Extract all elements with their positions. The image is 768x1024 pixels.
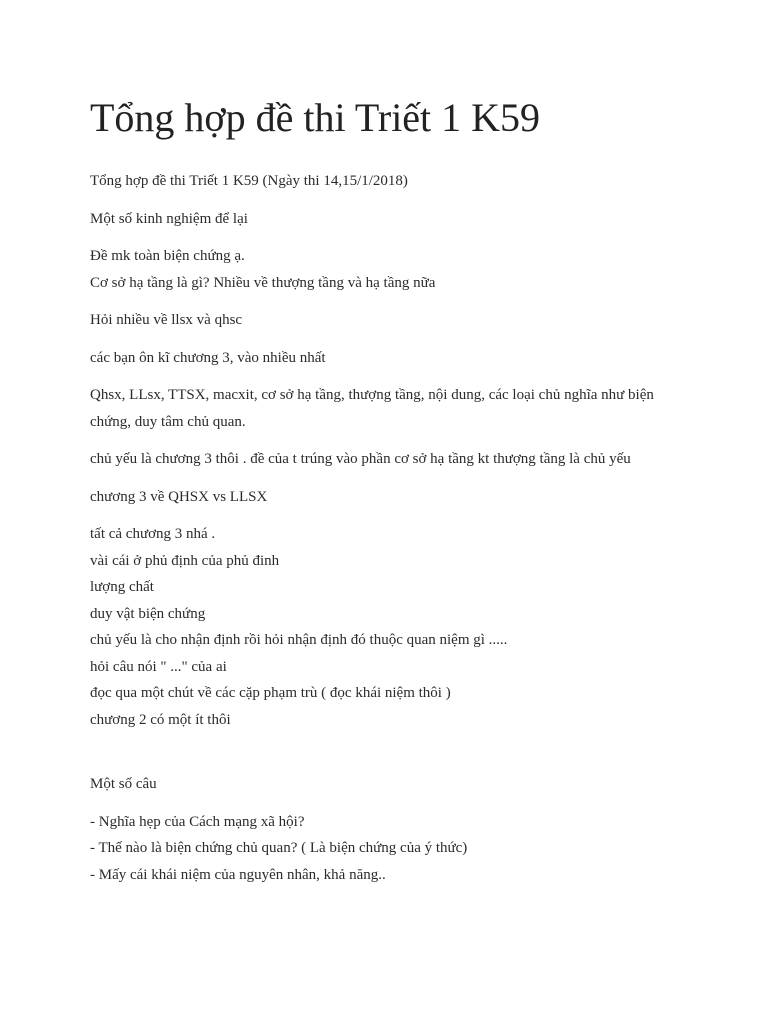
text-line: vài cái ở phủ định của phủ đinh [90,552,280,569]
text-line: Hỏi nhiều về llsx và qhsc [90,312,243,328]
paragraph-question-list [90,809,690,889]
paragraph-exam-info [90,168,690,195]
text-line: chủ yếu là cho nhận định rồi hỏi nhận định đó thuộc quan niệm gì ..... [90,632,508,648]
document-title: Tổng hợp đề thi Triết 1 K59 [90,95,541,140]
paragraph-chapter-3-advice [90,345,690,372]
paragraph-mainly-chapter-3 [90,446,690,473]
document-body [90,168,690,899]
text-line: Tổng hợp đề thi Triết 1 K59 (Ngày thi 14,15/1/2018) [90,173,408,189]
list-item: - Nghĩa hẹp của Cách mạng xã hội? [90,813,305,830]
text-line: các bạn ôn kĩ chương 3, vào nhiều nhất [90,349,326,366]
paragraph-topic-list [90,382,690,435]
text-line: đọc qua một chút về các cặp phạm trù ( đọc khái niệm thôi ) [90,685,451,701]
text-line: Qhsx, LLsx, TTSX, macxit, cơ sở hạ tầng, thượng tầng, nội dung, các loại chủ nghĩa như biện chứng, duy tâm chủ quan. [90,387,654,430]
text-line: Đề mk toàn biện chứng ạ. [90,248,245,264]
list-item: - Thế nào là biện chứng chủ quan? ( Là biện chứng của ý thức) [90,840,468,856]
paragraph-questions-heading [90,771,690,798]
text-line: chương 3 về QHSX vs LLSX [90,488,268,505]
text-line: Cơ sở hạ tầng là gì? Nhiều về thượng tầng và hạ tầng nữa [90,274,436,291]
text-line: chủ yếu là chương 3 thôi . đề của t trúng vào phần cơ sở hạ tầng kt thượng tầng là chủ yếu [90,451,631,467]
text-line: hỏi câu nói " ..." của ai [90,658,227,675]
paragraph-llsx-qhsc [90,307,690,334]
paragraph-qhsx-llsx [90,484,690,511]
text-line: Một số câu [90,776,157,792]
paragraph-chapter-3-details [90,521,690,733]
text-line: lượng chất [90,579,154,595]
paragraph-experience-intro [90,206,690,233]
text-line: Một số kinh nghiệm để lại [90,210,248,227]
paragraph-dialectics [90,243,690,296]
text-line: duy vật biện chứng [90,605,206,622]
text-line: tất cả chương 3 nhá . [90,526,216,542]
text-line: chương 2 có một ít thôi [90,711,231,728]
list-item: - Mấy cái khái niệm của nguyên nhân, khả năng.. [90,866,386,883]
